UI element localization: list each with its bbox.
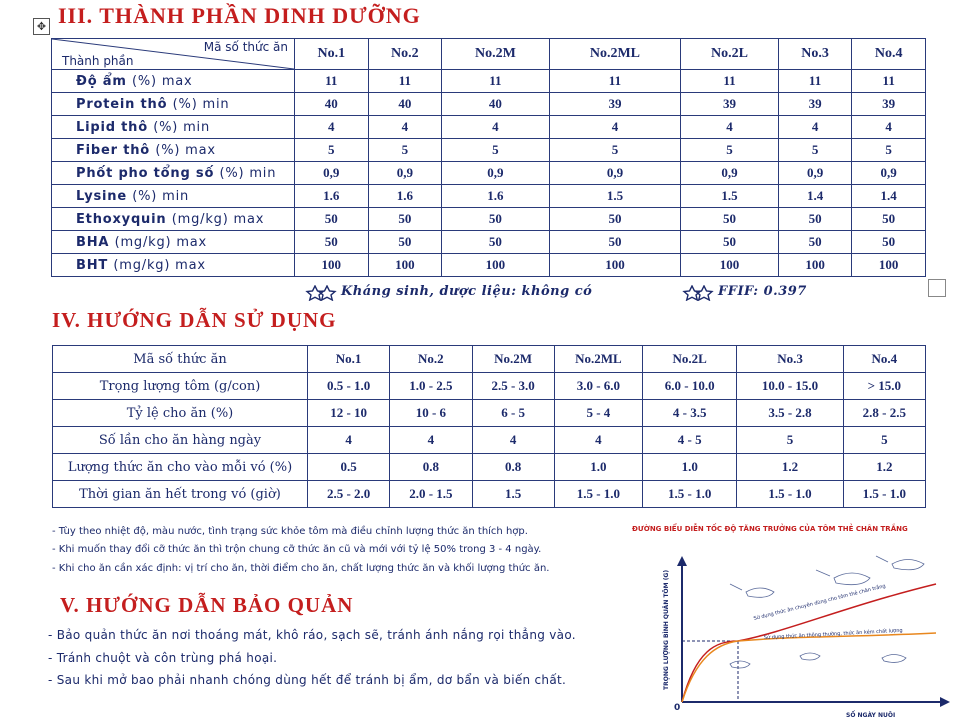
table-cell: 11 <box>681 70 779 93</box>
table-cell: 1.5 <box>472 481 554 508</box>
table-cell: 4 - 3.5 <box>643 400 737 427</box>
table-cell: 5 <box>549 139 681 162</box>
nutrient-name: BHT <box>76 257 109 273</box>
table-row <box>52 139 926 162</box>
table-cell: 5 <box>737 427 843 454</box>
table-cell: 11 <box>549 70 681 93</box>
table-cell: 4 <box>295 116 369 139</box>
x-axis-arrow-icon <box>940 697 950 707</box>
nutrient-label <box>52 185 295 208</box>
usage-note: - Tùy theo nhiệt độ, màu nước, tình trạng sức khỏe tôm mà điều chỉnh lượng thức ăn thích hợp. <box>52 526 528 537</box>
table-cell: 1.6 <box>295 185 369 208</box>
table-cell: 50 <box>295 231 369 254</box>
section-3-title: III. THÀNH PHẦN DINH DƯỠNG <box>58 3 421 28</box>
table-cell: 39 <box>852 93 926 116</box>
table-cell: 5 <box>368 139 442 162</box>
usage-note: - Khi cho ăn cần xác định: vị trí cho ăn, thời điểm cho ăn, chất lượng thức ăn và khối lượng thức ăn. <box>52 563 550 574</box>
table-row <box>52 185 926 208</box>
table-row <box>53 373 926 400</box>
antibiotic-note-text: Kháng sinh, dược liệu: không có <box>341 284 593 299</box>
table-cell: 100 <box>681 254 779 277</box>
table-cell: 4 <box>852 116 926 139</box>
table-row <box>52 70 926 93</box>
nutrient-unit: (mg/kg) max <box>171 211 265 227</box>
antibiotic-note <box>305 284 592 299</box>
table-row <box>53 400 926 427</box>
table-cell: 100 <box>442 254 550 277</box>
table-row <box>52 162 926 185</box>
table-cell: 39 <box>778 93 852 116</box>
table-cell: 4 <box>368 116 442 139</box>
table-cell: 100 <box>852 254 926 277</box>
table-cell: 100 <box>295 254 369 277</box>
nutrient-label <box>52 116 295 139</box>
y-axis-label: TRỌNG LƯỢNG BÌNH QUÂN TÔM (G) <box>663 569 670 690</box>
growth-chart <box>646 540 966 721</box>
nutrition-table <box>51 38 926 277</box>
table-cell: 50 <box>778 231 852 254</box>
table-cell: 10.0 - 15.0 <box>737 373 843 400</box>
nutrient-unit: (%) max <box>155 142 216 158</box>
nutrient-unit: (%) min <box>172 96 230 112</box>
section-5-title: V. HƯỚNG DẪN BẢO QUẢN <box>60 593 354 617</box>
table-cell: 0.8 <box>390 454 472 481</box>
shrimp-icon <box>816 570 870 585</box>
column-header: No.2L <box>681 39 779 70</box>
star-icon <box>682 285 714 301</box>
table-cell: 4 - 5 <box>643 427 737 454</box>
table-cell: 1.5 - 1.0 <box>554 481 642 508</box>
table-cell: 1.5 <box>681 185 779 208</box>
nutrient-name: Fiber thô <box>76 142 150 158</box>
table-cell: 50 <box>778 208 852 231</box>
nutrient-label <box>52 70 295 93</box>
column-header: No.2 <box>390 346 472 373</box>
nutrient-label <box>52 93 295 116</box>
usage-row-label: Thời gian ăn hết trong vó (giờ) <box>53 481 308 508</box>
table-cell: 0.8 <box>472 454 554 481</box>
table-cell: 0,9 <box>295 162 369 185</box>
column-header: No.2L <box>643 346 737 373</box>
table-cell: 2.0 - 1.5 <box>390 481 472 508</box>
table-row <box>53 481 926 508</box>
table-cell: 40 <box>442 93 550 116</box>
table-row <box>52 93 926 116</box>
column-header: No.2M <box>472 346 554 373</box>
table-cell: 50 <box>852 208 926 231</box>
nutrient-label <box>52 139 295 162</box>
column-header: No.1 <box>295 39 369 70</box>
table-cell: 4 <box>554 427 642 454</box>
table-cell: 4 <box>442 116 550 139</box>
column-header: No.4 <box>843 346 925 373</box>
table-cell: 5 <box>442 139 550 162</box>
table-cell: 1.5 <box>549 185 681 208</box>
table-resize-handle[interactable] <box>928 279 946 297</box>
table-cell: 1.4 <box>778 185 852 208</box>
table-cell: 50 <box>368 208 442 231</box>
star-icon <box>305 285 337 301</box>
header-feed-code-label: Mã số thức ăn <box>203 40 288 54</box>
table-cell: 5 <box>681 139 779 162</box>
nutrient-label <box>52 231 295 254</box>
table-row <box>52 116 926 139</box>
table-cell: 100 <box>778 254 852 277</box>
table-cell: 3.0 - 6.0 <box>554 373 642 400</box>
column-header: No.2ML <box>554 346 642 373</box>
table-cell: 5 - 4 <box>554 400 642 427</box>
nutrient-unit: (%) min <box>132 188 190 204</box>
nutrient-name: Độ ẩm <box>76 73 127 89</box>
table-cell: 4 <box>681 116 779 139</box>
table-row <box>52 208 926 231</box>
table-row <box>53 454 926 481</box>
table-cell: 40 <box>295 93 369 116</box>
table-cell: 0.5 <box>308 454 390 481</box>
table-cell: 6 - 5 <box>472 400 554 427</box>
table-cell: 39 <box>681 93 779 116</box>
table-cell: 1.2 <box>843 454 925 481</box>
ffif-note <box>682 284 807 299</box>
table-cell: > 15.0 <box>843 373 925 400</box>
column-header: No.3 <box>778 39 852 70</box>
nutrient-unit: (mg/kg) max <box>114 234 208 250</box>
header-composition-label: Thành phần <box>62 54 134 68</box>
origin-label: 0 <box>674 703 681 713</box>
table-cell: 0,9 <box>852 162 926 185</box>
table-corner-header <box>52 39 295 70</box>
nutrient-unit: (mg/kg) max <box>113 257 206 273</box>
table-cell: 1.2 <box>737 454 843 481</box>
y-axis-arrow-icon <box>677 556 687 566</box>
column-header: No.1 <box>308 346 390 373</box>
table-cell: 4 <box>472 427 554 454</box>
column-header: No.2ML <box>549 39 681 70</box>
table-cell: 5 <box>295 139 369 162</box>
table-cell: 0,9 <box>681 162 779 185</box>
x-axis-label: SỐ NGÀY NUÔI <box>846 712 896 719</box>
shrimp-icon <box>800 653 820 660</box>
nutrient-name: BHA <box>76 234 110 250</box>
nutrient-label <box>52 254 295 277</box>
usage-row-label: Tỷ lệ cho ăn (%) <box>53 400 308 427</box>
table-cell: 50 <box>295 208 369 231</box>
shrimp-icon <box>876 556 924 570</box>
table-cell: 50 <box>681 231 779 254</box>
table-cell: 2.8 - 2.5 <box>843 400 925 427</box>
table-cell: 12 - 10 <box>308 400 390 427</box>
table-cell: 0,9 <box>368 162 442 185</box>
table-cell: 50 <box>681 208 779 231</box>
nutrient-unit: (%) max <box>132 73 193 89</box>
table-cell: 0,9 <box>778 162 852 185</box>
usage-table <box>52 345 926 508</box>
ffif-note-text: FFIF: 0.397 <box>718 284 807 299</box>
shrimp-icon <box>730 661 750 668</box>
table-cell: 11 <box>442 70 550 93</box>
table-cell: 2.5 - 2.0 <box>308 481 390 508</box>
nutrient-label <box>52 162 295 185</box>
table-cell: 40 <box>368 93 442 116</box>
table-cell: 11 <box>778 70 852 93</box>
nutrient-unit: (%) min <box>153 119 211 135</box>
nutrient-unit: (%) min <box>219 165 277 181</box>
table-cell: 50 <box>549 208 681 231</box>
nutrient-name: Lipid thô <box>76 119 148 135</box>
table-cell: 50 <box>442 208 550 231</box>
table-cell: 0.5 - 1.0 <box>308 373 390 400</box>
table-cell: 50 <box>442 231 550 254</box>
table-cell: 1.5 - 1.0 <box>643 481 737 508</box>
table-cell: 50 <box>852 231 926 254</box>
nutrient-name: Lysine <box>76 188 127 204</box>
table-cell: 1.0 <box>643 454 737 481</box>
table-cell: 100 <box>368 254 442 277</box>
table-cell: 1.6 <box>442 185 550 208</box>
table-row <box>53 427 926 454</box>
nutrient-name: Ethoxyquin <box>76 211 167 227</box>
table-cell: 5 <box>778 139 852 162</box>
table-cell: 1.5 - 1.0 <box>737 481 843 508</box>
table-cell: 0,9 <box>442 162 550 185</box>
table-cell: 1.6 <box>368 185 442 208</box>
table-cell: 4 <box>549 116 681 139</box>
table-cell: 1.0 <box>554 454 642 481</box>
table-cell: 11 <box>295 70 369 93</box>
table-move-handle[interactable]: ✥ <box>33 18 50 35</box>
table-cell: 10 - 6 <box>390 400 472 427</box>
table-cell: 3.5 - 2.8 <box>737 400 843 427</box>
shrimp-icon <box>882 655 906 663</box>
storage-item: - Tránh chuột và côn trùng phá hoại. <box>48 651 278 665</box>
table-cell: 0,9 <box>549 162 681 185</box>
usage-row-label: Lượng thức ăn cho vào mỗi vó (%) <box>53 454 308 481</box>
table-cell: 4 <box>308 427 390 454</box>
column-header: No.4 <box>852 39 926 70</box>
nutrient-name: Phốt pho tổng số <box>76 165 215 181</box>
storage-item: - Bảo quản thức ăn nơi thoáng mát, khô ráo, sạch sẽ, tránh ánh nắng rọi thẳng vào. <box>48 628 576 642</box>
table-cell: 5 <box>852 139 926 162</box>
table-row <box>52 231 926 254</box>
lower-curve-label: Sử dụng thức ăn thông thường, thức ăn kém chất lượng <box>763 627 903 641</box>
table-cell: 11 <box>852 70 926 93</box>
column-header: No.2 <box>368 39 442 70</box>
table-cell: 4 <box>390 427 472 454</box>
column-header: No.2M <box>442 39 550 70</box>
table-cell: 11 <box>368 70 442 93</box>
upper-curve-label: Sử dụng thức ăn chuyên dùng cho tôm thẻ chân trắng <box>753 583 887 622</box>
table-cell: 1.5 - 1.0 <box>843 481 925 508</box>
usage-row-label: Số lần cho ăn hàng ngày <box>53 427 308 454</box>
shrimp-icon <box>730 584 774 597</box>
nutrient-label <box>52 208 295 231</box>
table-cell: 1.0 - 2.5 <box>390 373 472 400</box>
table-row <box>52 254 926 277</box>
section-4-title: IV. HƯỚNG DẪN SỬ DỤNG <box>52 308 337 332</box>
table-cell: 1.4 <box>852 185 926 208</box>
table-cell: 100 <box>549 254 681 277</box>
storage-item: - Sau khi mở bao phải nhanh chóng dùng hết để tránh bị ẩm, dơ bẩn và biến chất. <box>48 673 567 687</box>
table-cell: 39 <box>549 93 681 116</box>
growth-chart-title: ĐƯỜNG BIỂU DIỄN TỐC ĐỘ TĂNG TRƯỞNG CỦA TÔM THẺ CHÂN TRẮNG <box>632 525 908 533</box>
table-cell: 6.0 - 10.0 <box>643 373 737 400</box>
table-cell: 5 <box>843 427 925 454</box>
usage-row-label: Trọng lượng tôm (g/con) <box>53 373 308 400</box>
column-header: No.3 <box>737 346 843 373</box>
usage-note: - Khi muốn thay đổi cỡ thức ăn thì trộn chung cỡ thức ăn cũ và mới với tỷ lệ 50% trong 3 - 4 ngày. <box>52 544 542 555</box>
nutrient-name: Protein thô <box>76 96 168 112</box>
table-cell: 50 <box>368 231 442 254</box>
table-cell: 50 <box>549 231 681 254</box>
usage-header-label: Mã số thức ăn <box>53 346 308 373</box>
table-cell: 2.5 - 3.0 <box>472 373 554 400</box>
table-cell: 4 <box>778 116 852 139</box>
